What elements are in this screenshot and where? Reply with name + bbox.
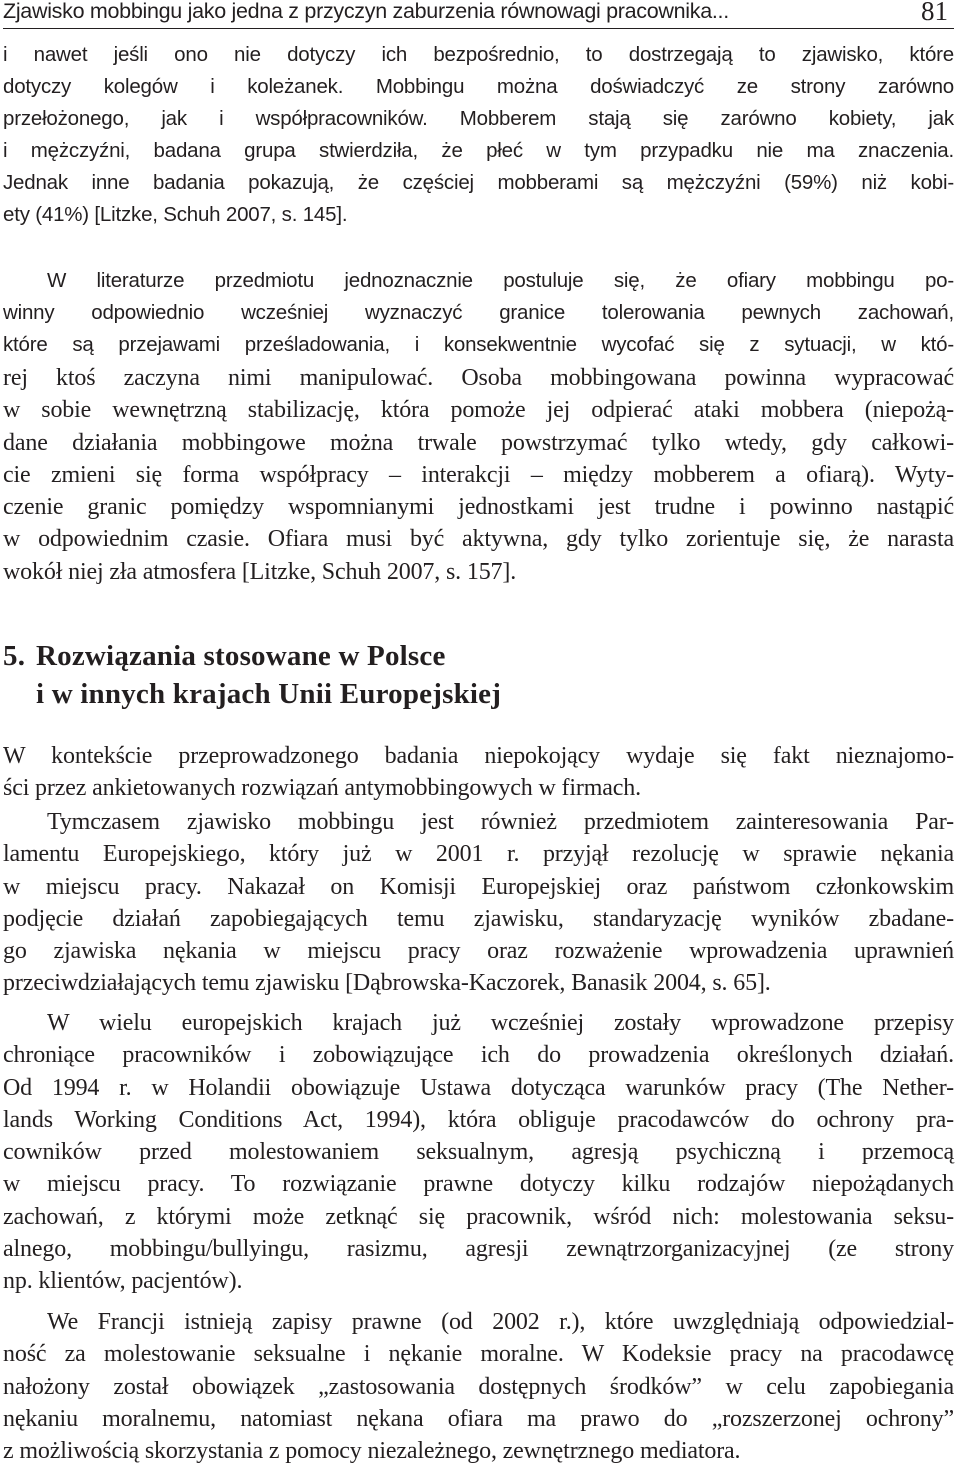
paragraph-line: lamentu Europejskiego, który już w 2001 r. przyjął rezolucję w sprawie nękania (3, 841, 954, 868)
paragraph-line: Jednak inne badania pokazują, że częściej mobberami są mężczyźni (59%) niż kobi- (3, 171, 954, 194)
paragraph-line: rej ktoś zaczyna nimi manipulować. Osoba mobbingowana powinna wypracować (3, 365, 954, 391)
paragraph-line: nękaniu moralnemu, natomiast nękana ofiara ma prawo do „rozszerzonej ochrony” (3, 1405, 954, 1432)
paragraph-line: w sobie wewnętrzną stabilizację, która pomoże jej odpierać ataki mobbera (niepożą- (3, 397, 954, 424)
paragraph-6 (3, 1306, 954, 1467)
paragraph-line: cie zmieni się forma współpracy – interakcji – między mobberem a ofiarą). Wyty- (3, 461, 954, 488)
paragraph-line: nałożony został obowiązek „zastosowania dostępnych środków” w celu zapobiegania (3, 1373, 954, 1400)
paragraph-line: Od 1994 r. w Holandii obowiązuje Ustawa dotycząca warunków pracy (The Nether- (3, 1074, 954, 1101)
paragraph-2a (3, 265, 954, 361)
paragraph-line: czenie granic pomiędzy wspomnianymi jednostkami jest trudne i powinno nastąpić (3, 494, 954, 521)
paragraph-line: We Francji istnieją zapisy prawne (od 2002 r.), które uwzględniają odpowiedzial- (47, 1309, 954, 1335)
paragraph-line: i mężczyźni, badana grupa stwierdziła, że płeć w tym przypadku nie ma znaczenia. (3, 139, 954, 162)
paragraph-line: go zjawiska nękania w miejscu pracy oraz rozważenie wprowadzenia uprawnień (3, 938, 954, 965)
paragraph-line: przeciwdziałających temu zjawisku [Dąbrowska-Kaczorek, Banasik 2004, s. 65]. (3, 970, 771, 997)
paragraph-line: dotyczy kolegów i koleżanek. Mobbingu można doświadczyć ze strony zarówno (3, 75, 954, 98)
paragraph-5 (3, 1007, 954, 1298)
paragraph-line: chroniące pracowników i zobowiązujące ich do prowadzenia określonych działań. (3, 1042, 954, 1069)
paragraph-1 (3, 39, 954, 231)
paragraph-4 (3, 806, 954, 1000)
paragraph-line: przełożonego, jak i współpracowników. Mobberem stają się zarówno kobiety, jak (3, 107, 954, 130)
paragraph-3 (3, 740, 954, 805)
paragraph-line: ści przez ankietowanych rozwiązań antymobbingowych w firmach. (3, 775, 641, 802)
paragraph-line: podjęcie działań zapobiegających temu zjawisku, standaryzację wyników zbadane- (3, 905, 954, 932)
paragraph-line: np. klientów, pacjentów). (3, 1268, 243, 1295)
paragraph-line: w miejscu pracy. Nakazał on Komisji Europejskiej oraz państwom członkowskim (3, 873, 954, 900)
paragraph-line: cowników przed molestowaniem seksualnym, agresją psychiczną i przemocą (3, 1139, 954, 1166)
paragraph-line: z możliwością skorzystania z pomocy niezależnego, zewnętrznego mediatora. (3, 1438, 741, 1465)
section-number: 5. (3, 640, 26, 672)
paragraph-line: zachowań, z którymi może zetknąć się pracownik, wśród nich: molestowania seksu- (3, 1203, 954, 1230)
paragraph-line: w miejscu pracy. To rozwiązanie prawne dotyczy kilku rodzajów niepożądanych (3, 1171, 954, 1198)
section-heading (3, 637, 501, 713)
paragraph-line: W kontekście przeprowadzonego badania niepokojący wydaje się fakt nieznajomo- (3, 743, 954, 769)
paragraph-2b (3, 362, 954, 588)
paragraph-line: i nawet jeśli ono nie dotyczy ich bezpośrednio, to dostrzegają to zjawisko, które (3, 43, 954, 66)
running-header-title: Zjawisko mobbingu jako jedna z przyczyn zaburzenia równowagi pracownika... (3, 0, 729, 23)
paragraph-line: dane działania mobbingowe można trwale powstrzymać tylko wtedy, gdy całkowi- (3, 429, 954, 456)
page-number: 81 (921, 0, 948, 26)
paragraph-line: Tymczasem zjawisko mobbingu jest również przedmiotem zainteresowania Par- (47, 809, 954, 835)
section-title-line-2: i w innych krajach Unii Europejskiej (36, 678, 502, 710)
paragraph-line: W wielu europejskich krajach już wcześniej zostały wprowadzone przepisy (47, 1010, 954, 1036)
paragraph-line: winny odpowiednio wcześniej wyznaczyć granice tolerowania pewnych zachowań, (3, 301, 954, 324)
paragraph-line: które są przejawami prześladowania, i konsekwentnie wycofać się z sytuacji, w któ- (3, 333, 954, 356)
paragraph-line: ety (41%) [Litzke, Schuh 2007, s. 145]. (3, 203, 348, 226)
paragraph-line: ność za molestowanie seksualne i nękanie moralne. W Kodeksie pracy na pracodawcę (3, 1341, 954, 1368)
paragraph-line: lands Working Conditions Act, 1994), która obliguje pracodawców do ochrony pra- (3, 1106, 954, 1133)
paragraph-line: w odpowiednim czasie. Ofiara musi być aktywna, gdy tylko zorientuje się, że narasta (3, 526, 954, 553)
section-title-line-1: Rozwiązania stosowane w Polsce (36, 640, 446, 672)
paragraph-line: alnego, mobbingu/bullyingu, rasizmu, agresji zewnątrzorganizacyjnej (ze strony (3, 1236, 954, 1263)
paragraph-line: W literaturze przedmiotu jednoznacznie postuluje się, że ofiary mobbingu po- (47, 269, 954, 292)
paragraph-line: wokół niej zła atmosfera [Litzke, Schuh 2007, s. 157]. (3, 558, 517, 585)
running-header (3, 0, 954, 29)
